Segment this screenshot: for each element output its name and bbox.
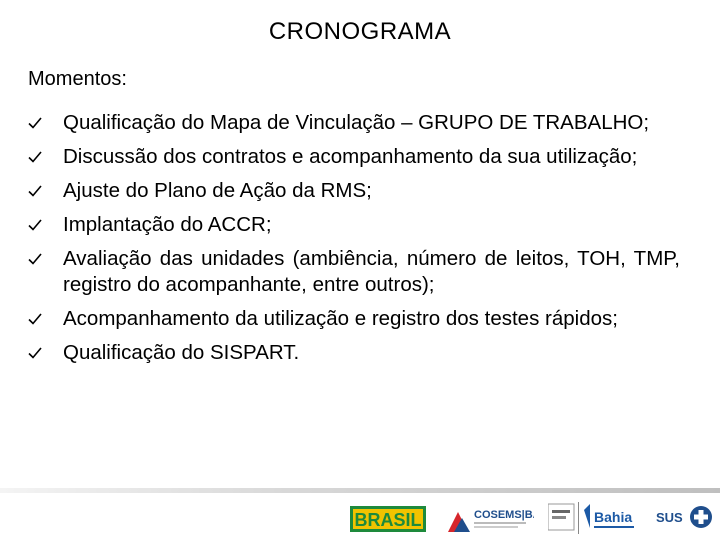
cosems-logo-text: COSEMS|BA [474,509,534,521]
list-item [28,110,680,136]
footer-logo-bar [0,488,720,540]
list-item-text: Ajuste do Plano de Ação da RMS; [63,179,372,202]
milestone-list [28,110,680,374]
checkmark-icon [28,110,48,136]
list-item [28,246,680,298]
brasil-government-logo [350,500,426,538]
list-item-text: Qualificação do Mapa de Vinculação – GRUPO DE TRABALHO; [63,111,650,134]
list-item [28,306,680,332]
list-item-text: Avaliação das unidades (ambiência, número de leitos, TOH, TMP, registro do acompanhante, entre outros); [63,247,680,296]
sus-logo [654,502,716,534]
list-item-text: Acompanhamento da utilização e registro dos testes rápidos; [63,307,618,330]
list-item-text: Qualificação do SISPART. [63,341,300,364]
list-item [28,212,680,238]
page-title: CRONOGRAMA [268,18,452,45]
checkmark-icon [28,246,48,272]
intro-text: Momentos: [28,68,127,90]
checkmark-icon [28,178,48,204]
footer-divider [0,488,720,493]
list-item-text: Discussão dos contratos e acompanhamento da sua utilização; [63,145,638,168]
list-item-text: Implantação do ACCR; [63,213,272,236]
list-item [28,178,680,204]
brasil-logo-text: BRASIL [354,510,422,530]
checkmark-icon [28,212,48,238]
list-item [28,144,680,170]
sus-logo-text: SUS [656,510,683,525]
bahia-logo-text: Bahia [594,509,633,525]
checkmark-icon [28,306,48,332]
cosems-ba-logo [444,498,534,538]
checkmark-icon [28,340,48,366]
list-item [28,340,680,366]
bahia-government-logo [548,498,642,538]
checkmark-icon [28,144,48,170]
